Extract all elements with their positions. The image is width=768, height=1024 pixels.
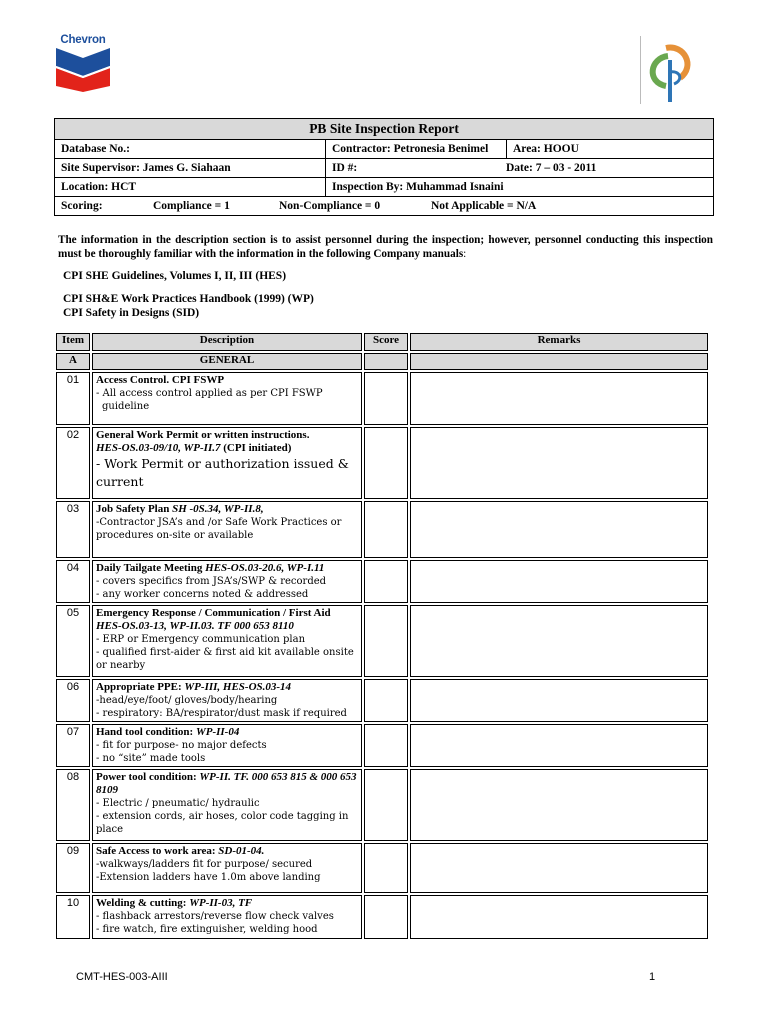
row-ref: WP-II-03, TF (189, 897, 253, 909)
table-row (56, 724, 708, 767)
manual-wp: CPI SH&E Work Practices Handbook (1999) (WP) (63, 293, 314, 305)
table-row (56, 560, 708, 603)
chevron-chevrons-icon (54, 46, 112, 92)
row-sub: - Electric / pneumatic/ hydraulic (96, 798, 260, 809)
chevron-logo (54, 34, 112, 96)
row-description (92, 843, 362, 893)
row-remarks-cell[interactable] (410, 724, 708, 767)
row-title: Appropriate PPE: (96, 681, 185, 693)
scoring-label: Scoring: (61, 200, 103, 212)
row-sub: -Contractor JSA’s and /or Safe Work Practices or (96, 517, 342, 528)
intro-tail: : (463, 248, 467, 260)
row-sub: guideline (102, 401, 150, 412)
table-row (56, 769, 708, 841)
table-row (56, 605, 708, 677)
section-score (364, 353, 408, 370)
row-title-tail: (CPI initiated) (220, 442, 292, 454)
row-sub: place (96, 824, 124, 835)
row-remarks-cell[interactable] (410, 372, 708, 425)
id-field (326, 159, 714, 178)
inspection-table (54, 331, 710, 941)
row-score-cell[interactable] (364, 501, 408, 558)
row-description (92, 769, 362, 841)
row-ref: WP-III, HES-OS.03-14 (184, 681, 292, 693)
row-description (92, 605, 362, 677)
row-score-cell[interactable] (364, 843, 408, 893)
row-item: 04 (56, 560, 90, 603)
row-remarks-cell[interactable] (410, 427, 708, 499)
row-remarks-cell[interactable] (410, 501, 708, 558)
section-label: GENERAL (92, 353, 362, 370)
row-remarks-cell[interactable] (410, 769, 708, 841)
row-description (92, 501, 362, 558)
intro-text: The information in the description section is to assist personnel during the inspection; however, personnel conducting this inspection must be thoroughly familiar with the information in the following Company manuals (58, 234, 713, 260)
row-description (92, 679, 362, 722)
table-row (56, 895, 708, 939)
row-score-cell[interactable] (364, 560, 408, 603)
row-description (92, 895, 362, 939)
header-remarks: Remarks (410, 333, 708, 351)
row-sub: or nearby (96, 660, 146, 671)
row-remarks-cell[interactable] (410, 843, 708, 893)
area-field: Area: HOOU (507, 140, 714, 159)
database-no-field: Database No.: (55, 140, 326, 159)
row-score-cell[interactable] (364, 769, 408, 841)
header-item: Item (56, 333, 90, 351)
row-ref: SD-01-04. (218, 845, 265, 857)
row-score-cell[interactable] (364, 427, 408, 499)
cpi-logo-icon (640, 36, 700, 106)
row-description (92, 427, 362, 499)
row-sub: -Extension ladders have 1.0m above landing (96, 872, 321, 883)
row-title: General Work Permit or written instructions. (96, 429, 310, 441)
header-score: Score (364, 333, 408, 351)
row-ref: HES-OS.03-13, WP-II.03. TF 000 653 8110 (96, 620, 294, 632)
row-score-cell[interactable] (364, 724, 408, 767)
scoring-compliance: Compliance = 1 (153, 200, 230, 212)
row-sub: current (96, 474, 144, 489)
row-ref: SH -0S.34, WP-II.8, (172, 503, 264, 515)
row-ref: WP-II. TF. 000 653 815 & 000 653 8109 (96, 771, 357, 796)
site-supervisor-field: Site Supervisor: James G. Siahaan (55, 159, 326, 178)
row-description (92, 372, 362, 425)
id-label: ID #: (332, 162, 358, 174)
row-ref: HES-OS.03-20.6, WP-I.11 (205, 562, 325, 574)
row-remarks-cell[interactable] (410, 679, 708, 722)
row-sub: - Work Permit or authorization issued & (96, 456, 349, 471)
row-sub: - covers specifics from JSA’s/SWP & recorded (96, 576, 327, 587)
manual-hes: CPI SHE Guidelines, Volumes I, II, III (HES) (63, 270, 287, 282)
table-row (56, 679, 708, 722)
date-field: Date: 7 – 03 - 2011 (506, 162, 597, 174)
row-score-cell[interactable] (364, 605, 408, 677)
row-remarks-cell[interactable] (410, 605, 708, 677)
location-field: Location: HCT (55, 178, 326, 197)
inspection-by-field: Inspection By: Muhammad Isnaini (326, 178, 714, 197)
row-sub: - ERP or Emergency communication plan (96, 634, 306, 645)
row-item: 10 (56, 895, 90, 939)
row-remarks-cell[interactable] (410, 895, 708, 939)
row-sub: - fire watch, fire extinguisher, welding hood (96, 924, 318, 935)
intro-paragraph (58, 233, 713, 261)
row-title: Safe Access to work area: (96, 845, 219, 857)
row-sub: - All access control applied as per CPI FSWP (96, 388, 323, 399)
row-title: Emergency Response / Communication / First Aid (96, 607, 331, 619)
table-row (56, 372, 708, 425)
row-ref: WP-II-04 (195, 726, 240, 738)
row-item: 03 (56, 501, 90, 558)
row-sub: - any worker concerns noted & addressed (96, 589, 309, 600)
row-sub: - fit for purpose- no major defects (96, 740, 267, 751)
table-row (56, 427, 708, 499)
row-description (92, 724, 362, 767)
report-header-table (54, 118, 714, 216)
row-title: Hand tool condition: (96, 726, 196, 738)
row-remarks-cell[interactable] (410, 560, 708, 603)
table-row (56, 501, 708, 558)
row-ref: HES-OS.03-09/10, WP-II.7 (96, 442, 221, 454)
row-score-cell[interactable] (364, 679, 408, 722)
row-sub: procedures on-site or available (96, 530, 254, 541)
scoring-non-compliance: Non-Compliance = 0 (279, 200, 381, 212)
row-item: 06 (56, 679, 90, 722)
contractor-field: Contractor: Petronesia Benimel (326, 140, 507, 159)
row-title: Access Control. CPI FSWP (96, 374, 225, 386)
footer-page-number: 1 (649, 971, 656, 983)
row-sub: - extension cords, air hoses, color code tagging in (96, 811, 349, 822)
row-title: Job Safety Plan (96, 503, 173, 515)
row-item: 09 (56, 843, 90, 893)
row-score-cell[interactable] (364, 895, 408, 939)
row-item: 08 (56, 769, 90, 841)
row-score-cell[interactable] (364, 372, 408, 425)
manual-sid: CPI Safety in Designs (SID) (63, 307, 200, 319)
row-item: 07 (56, 724, 90, 767)
row-title: Power tool condition: (96, 771, 200, 783)
row-item: 01 (56, 372, 90, 425)
row-title: Daily Tailgate Meeting (96, 562, 206, 574)
table-row (56, 843, 708, 893)
row-sub: -walkways/ladders fit for purpose/ secured (96, 859, 313, 870)
section-item: A (56, 353, 90, 370)
scoring-row (55, 197, 714, 216)
row-item: 02 (56, 427, 90, 499)
header-description: Description (92, 333, 362, 351)
row-title: Welding & cutting: (96, 897, 190, 909)
chevron-brand-text: Chevron (60, 34, 106, 46)
row-description (92, 560, 362, 603)
section-remarks (410, 353, 708, 370)
row-sub: - no “site” made tools (96, 753, 206, 764)
row-item: 05 (56, 605, 90, 677)
row-sub: - respiratory: BA/respirator/dust mask if required (96, 708, 347, 719)
row-sub: - qualified first-aider & first aid kit available onsite (96, 647, 354, 658)
footer-doc-code: CMT-HES-003-AIII (76, 971, 168, 983)
report-title: PB Site Inspection Report (55, 119, 714, 140)
row-sub: -head/eye/foot/ gloves/body/hearing (96, 695, 278, 706)
row-sub: - flashback arrestors/reverse flow check valves (96, 911, 334, 922)
scoring-not-applicable: Not Applicable = N/A (431, 200, 537, 212)
